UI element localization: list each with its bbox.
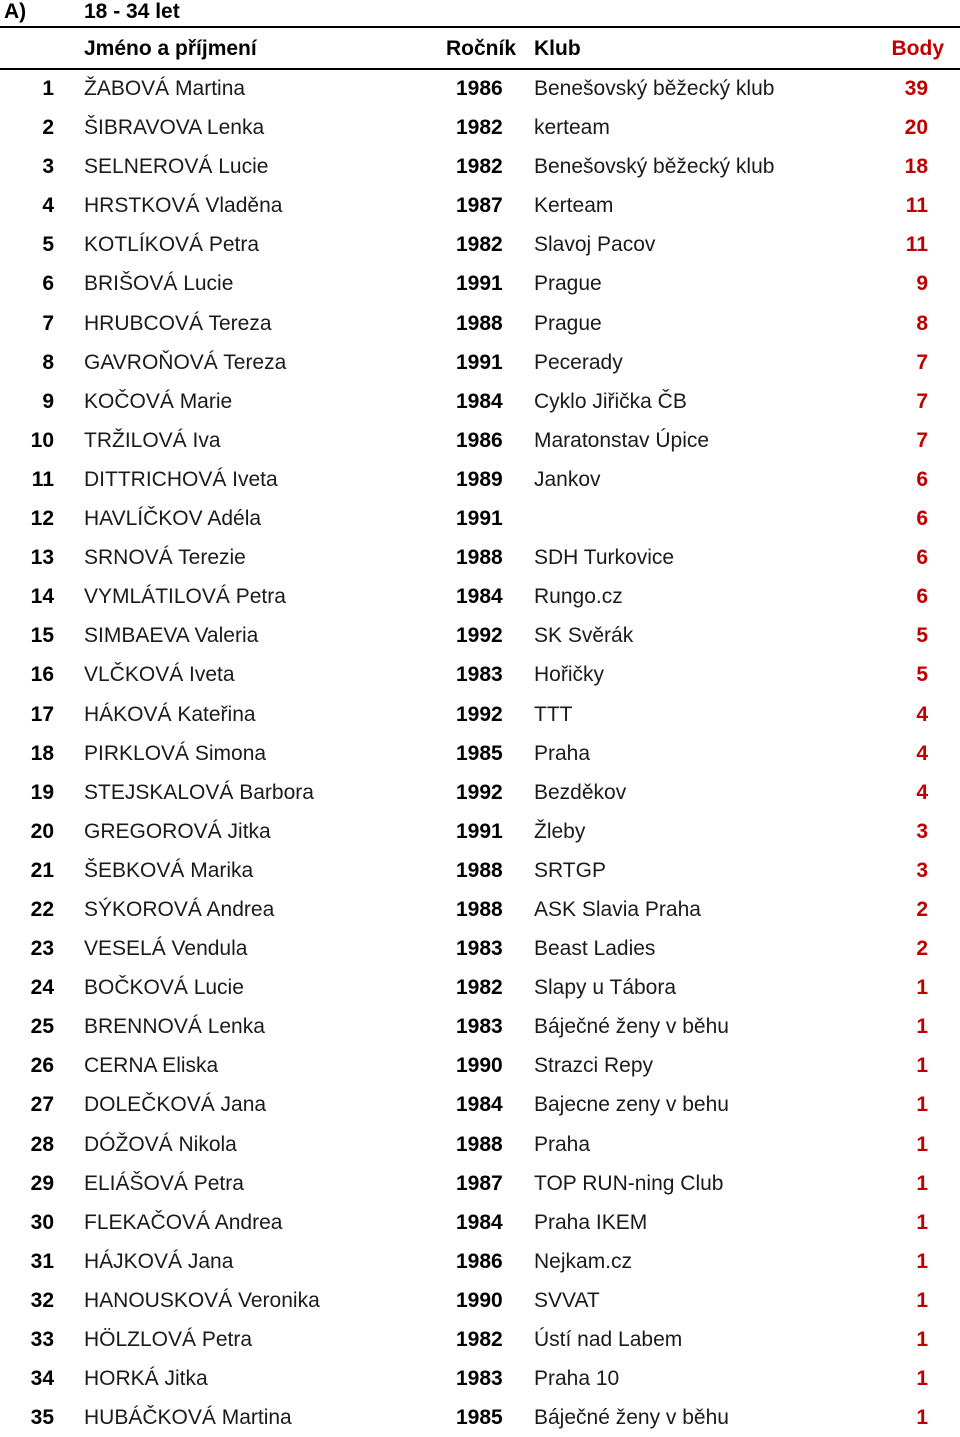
rank-cell: 6 bbox=[42, 272, 54, 296]
year-cell: 1991 bbox=[456, 819, 503, 843]
name-cell: GREGOROVÁ Jitka bbox=[84, 819, 271, 843]
name-cell: VESELÁ Vendula bbox=[84, 937, 248, 961]
club-cell: SVVAT bbox=[534, 1288, 600, 1312]
points-cell: 1 bbox=[916, 1406, 928, 1430]
points-cell: 7 bbox=[916, 389, 928, 413]
name-cell: FLEKAČOVÁ Andrea bbox=[84, 1210, 283, 1234]
rank-cell: 17 bbox=[30, 702, 54, 726]
club-cell: Prague bbox=[534, 311, 602, 335]
club-cell: Praha bbox=[534, 741, 591, 765]
points-cell: 5 bbox=[916, 624, 928, 648]
rank-cell: 29 bbox=[30, 1171, 54, 1195]
points-cell: 1 bbox=[916, 1328, 928, 1351]
table-row bbox=[0, 538, 960, 577]
club-cell: Praha 10 bbox=[534, 1367, 620, 1391]
table-row bbox=[0, 343, 960, 382]
rank-cell: 14 bbox=[30, 585, 54, 609]
rank-cell: 33 bbox=[30, 1328, 54, 1351]
rank-cell: 24 bbox=[30, 976, 54, 1000]
rank-cell: 16 bbox=[30, 663, 54, 687]
rank-cell: 2 bbox=[42, 116, 54, 140]
year-cell: 1986 bbox=[456, 1249, 503, 1273]
club-cell: Cyklo Jiřička ČB bbox=[534, 389, 687, 413]
rank-cell: 20 bbox=[30, 819, 54, 843]
name-cell: VYMLÁTILOVÁ Petra bbox=[84, 585, 286, 609]
name-cell: ELIÁŠOVÁ Petra bbox=[84, 1171, 244, 1195]
points-cell: 1 bbox=[916, 1171, 928, 1195]
rank-cell: 5 bbox=[42, 233, 54, 257]
year-cell: 1988 bbox=[456, 1132, 503, 1156]
rank-cell: 32 bbox=[30, 1288, 54, 1312]
name-cell: HÁKOVÁ Kateřina bbox=[84, 702, 256, 726]
year-cell: 1982 bbox=[456, 155, 503, 179]
year-cell: 1988 bbox=[456, 897, 503, 921]
table-row bbox=[0, 1242, 960, 1281]
table-row bbox=[0, 1359, 960, 1398]
rank-cell: 19 bbox=[30, 780, 54, 804]
name-cell: PIRKLOVÁ Simona bbox=[84, 741, 267, 765]
club-cell: Beast Ladies bbox=[534, 937, 656, 961]
year-cell: 1986 bbox=[456, 77, 503, 100]
table-row bbox=[0, 225, 960, 264]
year-cell: 1991 bbox=[456, 350, 503, 374]
table-row bbox=[0, 734, 960, 773]
rank-cell: 1 bbox=[42, 77, 54, 100]
rank-cell: 15 bbox=[30, 624, 54, 648]
club-cell: Praha bbox=[534, 1132, 591, 1156]
rank-cell: 4 bbox=[42, 194, 54, 218]
table-row bbox=[0, 1085, 960, 1124]
points-cell: 4 bbox=[916, 780, 928, 804]
year-cell: 1984 bbox=[456, 1210, 503, 1234]
rank-cell: 31 bbox=[30, 1249, 54, 1273]
rank-cell: 11 bbox=[31, 467, 54, 491]
name-cell: SELNEROVÁ Lucie bbox=[84, 155, 269, 179]
club-cell: kerteam bbox=[534, 116, 610, 140]
table-header bbox=[0, 30, 960, 70]
name-cell: HÁJKOVÁ Jana bbox=[84, 1249, 234, 1273]
name-cell: VLČKOVÁ Iveta bbox=[84, 663, 235, 687]
points-cell: 7 bbox=[916, 428, 928, 452]
name-cell: HRUBCOVÁ Tereza bbox=[84, 311, 272, 335]
club-cell: Strazci Repy bbox=[534, 1054, 654, 1078]
rank-cell: 10 bbox=[30, 428, 54, 452]
results-table-body bbox=[0, 69, 960, 1437]
points-cell: 1 bbox=[916, 1132, 928, 1156]
rank-cell: 25 bbox=[30, 1015, 54, 1039]
year-cell: 1992 bbox=[456, 702, 503, 726]
table-row bbox=[0, 695, 960, 734]
rank-cell: 7 bbox=[42, 311, 54, 335]
name-cell: DÓŽOVÁ Nikola bbox=[84, 1132, 237, 1156]
rank-cell: 21 bbox=[30, 858, 54, 882]
points-cell: 18 bbox=[904, 155, 928, 179]
name-cell: ŽABOVÁ Martina bbox=[84, 77, 246, 100]
points-cell: 3 bbox=[916, 819, 928, 843]
year-cell: 1983 bbox=[456, 1015, 503, 1039]
header-points: Body bbox=[891, 37, 944, 60]
category-letter: A) bbox=[4, 0, 27, 23]
club-cell: Pecerady bbox=[534, 350, 623, 374]
name-cell: DOLEČKOVÁ Jana bbox=[84, 1093, 267, 1117]
points-cell: 4 bbox=[916, 702, 928, 726]
points-cell: 20 bbox=[904, 116, 928, 140]
table-row bbox=[0, 890, 960, 929]
table-row bbox=[0, 460, 960, 499]
name-cell: BRENNOVÁ Lenka bbox=[84, 1015, 265, 1039]
year-cell: 1990 bbox=[456, 1288, 503, 1312]
points-cell: 1 bbox=[916, 1249, 928, 1273]
points-cell: 4 bbox=[916, 741, 928, 765]
name-cell: HAVLÍČKOV Adéla bbox=[84, 507, 262, 531]
year-cell: 1991 bbox=[456, 507, 503, 531]
name-cell: HÖLZLOVÁ Petra bbox=[84, 1328, 253, 1351]
year-cell: 1982 bbox=[456, 116, 503, 140]
rank-cell: 13 bbox=[30, 546, 54, 570]
year-cell: 1985 bbox=[456, 741, 503, 765]
name-cell: BOČKOVÁ Lucie bbox=[84, 976, 244, 1000]
name-cell: HANOUSKOVÁ Veronika bbox=[84, 1288, 320, 1312]
table-row bbox=[0, 186, 960, 225]
header-name: Jméno a příjmení bbox=[84, 37, 257, 60]
year-cell: 1988 bbox=[456, 546, 503, 570]
points-cell: 1 bbox=[916, 976, 928, 1000]
points-cell: 11 bbox=[905, 194, 928, 218]
points-cell: 8 bbox=[916, 311, 928, 335]
header-year: Ročník bbox=[446, 37, 517, 60]
club-cell: Bajecne zeny v behu bbox=[534, 1093, 729, 1117]
club-cell: SDH Turkovice bbox=[534, 546, 675, 570]
year-cell: 1984 bbox=[456, 389, 503, 413]
points-cell: 5 bbox=[916, 663, 928, 687]
points-cell: 1 bbox=[916, 1054, 928, 1078]
table-row bbox=[0, 147, 960, 186]
club-cell: Báječné ženy v běhu bbox=[534, 1406, 729, 1430]
table-row bbox=[0, 773, 960, 812]
points-cell: 7 bbox=[916, 350, 928, 374]
club-cell: Benešovský běžecký klub bbox=[534, 155, 775, 179]
points-cell: 11 bbox=[905, 233, 928, 257]
table-row bbox=[0, 577, 960, 616]
points-cell: 6 bbox=[916, 467, 928, 491]
rank-cell: 12 bbox=[30, 507, 54, 531]
rank-cell: 23 bbox=[30, 937, 54, 961]
table-row bbox=[0, 1398, 960, 1437]
points-cell: 39 bbox=[904, 77, 928, 100]
club-cell: Bezděkov bbox=[534, 780, 627, 804]
rank-cell: 30 bbox=[30, 1210, 54, 1234]
club-cell: ASK Slavia Praha bbox=[534, 897, 701, 921]
year-cell: 1982 bbox=[456, 976, 503, 1000]
table-row bbox=[0, 382, 960, 421]
year-cell: 1987 bbox=[456, 1171, 503, 1195]
table-row bbox=[0, 851, 960, 890]
year-cell: 1990 bbox=[456, 1054, 503, 1078]
table-row bbox=[0, 1125, 960, 1164]
rank-cell: 9 bbox=[42, 389, 54, 413]
table-row bbox=[0, 1320, 960, 1359]
name-cell: GAVROŇOVÁ Tereza bbox=[84, 350, 287, 374]
table-row bbox=[0, 968, 960, 1007]
year-cell: 1988 bbox=[456, 858, 503, 882]
club-cell: Kerteam bbox=[534, 194, 614, 218]
club-cell: TOP RUN-ning Club bbox=[534, 1171, 724, 1195]
club-cell: Benešovský běžecký klub bbox=[534, 77, 775, 100]
club-cell: Slavoj Pacov bbox=[534, 233, 656, 257]
club-cell: Slapy u Tábora bbox=[534, 976, 677, 1000]
table-row bbox=[0, 616, 960, 655]
year-cell: 1988 bbox=[456, 311, 503, 335]
table-row bbox=[0, 1203, 960, 1242]
club-cell: Žleby bbox=[534, 819, 586, 843]
name-cell: SÝKOROVÁ Andrea bbox=[84, 897, 275, 921]
club-cell: Hořičky bbox=[534, 663, 605, 687]
points-cell: 1 bbox=[916, 1367, 928, 1391]
table-row bbox=[0, 499, 960, 538]
name-cell: HUBÁČKOVÁ Martina bbox=[84, 1406, 292, 1430]
year-cell: 1989 bbox=[456, 467, 503, 491]
year-cell: 1992 bbox=[456, 780, 503, 804]
points-cell: 6 bbox=[916, 507, 928, 531]
name-cell: ŠIBRAVOVA Lenka bbox=[84, 116, 265, 140]
rank-cell: 34 bbox=[30, 1367, 54, 1391]
table-row bbox=[0, 812, 960, 851]
table-row bbox=[0, 1164, 960, 1203]
name-cell: HRSTKOVÁ Vladěna bbox=[84, 194, 283, 218]
rank-cell: 35 bbox=[30, 1406, 54, 1430]
points-cell: 1 bbox=[916, 1093, 928, 1117]
rank-cell: 27 bbox=[30, 1093, 54, 1117]
rank-cell: 28 bbox=[30, 1132, 54, 1156]
table-row bbox=[0, 304, 960, 343]
club-cell: Jankov bbox=[534, 467, 601, 491]
rank-cell: 26 bbox=[30, 1054, 54, 1078]
name-cell: TRŽILOVÁ Iva bbox=[84, 428, 221, 452]
name-cell: BRIŠOVÁ Lucie bbox=[84, 272, 234, 296]
club-cell: SK Svěrák bbox=[534, 624, 634, 648]
table-row bbox=[0, 108, 960, 147]
table-row bbox=[0, 1046, 960, 1085]
table-row bbox=[0, 264, 960, 303]
name-cell: HORKÁ Jitka bbox=[84, 1367, 208, 1391]
club-cell: Prague bbox=[534, 272, 602, 296]
year-cell: 1984 bbox=[456, 585, 503, 609]
points-cell: 2 bbox=[916, 897, 928, 921]
category-label: 18 - 34 let bbox=[84, 0, 180, 23]
table-row bbox=[0, 1007, 960, 1046]
year-cell: 1986 bbox=[456, 428, 503, 452]
rank-cell: 3 bbox=[42, 155, 54, 179]
points-cell: 9 bbox=[916, 272, 928, 296]
club-cell: Praha IKEM bbox=[534, 1210, 648, 1234]
club-cell: TTT bbox=[534, 702, 573, 726]
points-cell: 1 bbox=[916, 1015, 928, 1039]
year-cell: 1983 bbox=[456, 937, 503, 961]
rank-cell: 8 bbox=[42, 350, 54, 374]
table-row bbox=[0, 421, 960, 460]
club-cell: Rungo.cz bbox=[534, 585, 623, 609]
name-cell: SRNOVÁ Terezie bbox=[84, 546, 246, 570]
table-row bbox=[0, 69, 960, 108]
year-cell: 1984 bbox=[456, 1093, 503, 1117]
points-cell: 1 bbox=[916, 1288, 928, 1312]
year-cell: 1983 bbox=[456, 1367, 503, 1391]
year-cell: 1992 bbox=[456, 624, 503, 648]
year-cell: 1982 bbox=[456, 1328, 503, 1351]
category-header bbox=[0, 0, 960, 28]
table-row bbox=[0, 655, 960, 694]
name-cell: KOČOVÁ Marie bbox=[84, 389, 233, 413]
name-cell: ŠEBKOVÁ Marika bbox=[84, 858, 254, 882]
rank-cell: 22 bbox=[30, 897, 54, 921]
year-cell: 1987 bbox=[456, 194, 503, 218]
year-cell: 1982 bbox=[456, 233, 503, 257]
name-cell: CERNA Eliska bbox=[84, 1054, 219, 1078]
points-cell: 2 bbox=[916, 937, 928, 961]
table-row bbox=[0, 1281, 960, 1320]
club-cell: Nejkam.cz bbox=[534, 1249, 633, 1273]
table-row bbox=[0, 929, 960, 968]
name-cell: DITTRICHOVÁ Iveta bbox=[84, 467, 278, 491]
points-cell: 3 bbox=[916, 858, 928, 882]
name-cell: KOTLÍKOVÁ Petra bbox=[84, 233, 260, 257]
name-cell: STEJSKALOVÁ Barbora bbox=[84, 780, 314, 804]
club-cell: Ústí nad Labem bbox=[534, 1328, 683, 1351]
club-cell: SRTGP bbox=[534, 858, 606, 882]
year-cell: 1985 bbox=[456, 1406, 503, 1430]
header-club: Klub bbox=[534, 37, 581, 60]
points-cell: 6 bbox=[916, 585, 928, 609]
year-cell: 1991 bbox=[456, 272, 503, 296]
year-cell: 1983 bbox=[456, 663, 503, 687]
name-cell: SIMBAEVA Valeria bbox=[84, 624, 259, 648]
rank-cell: 18 bbox=[30, 741, 54, 765]
points-cell: 1 bbox=[916, 1210, 928, 1234]
club-cell: Báječné ženy v běhu bbox=[534, 1015, 729, 1039]
points-cell: 6 bbox=[916, 546, 928, 570]
club-cell: Maratonstav Úpice bbox=[534, 428, 710, 452]
